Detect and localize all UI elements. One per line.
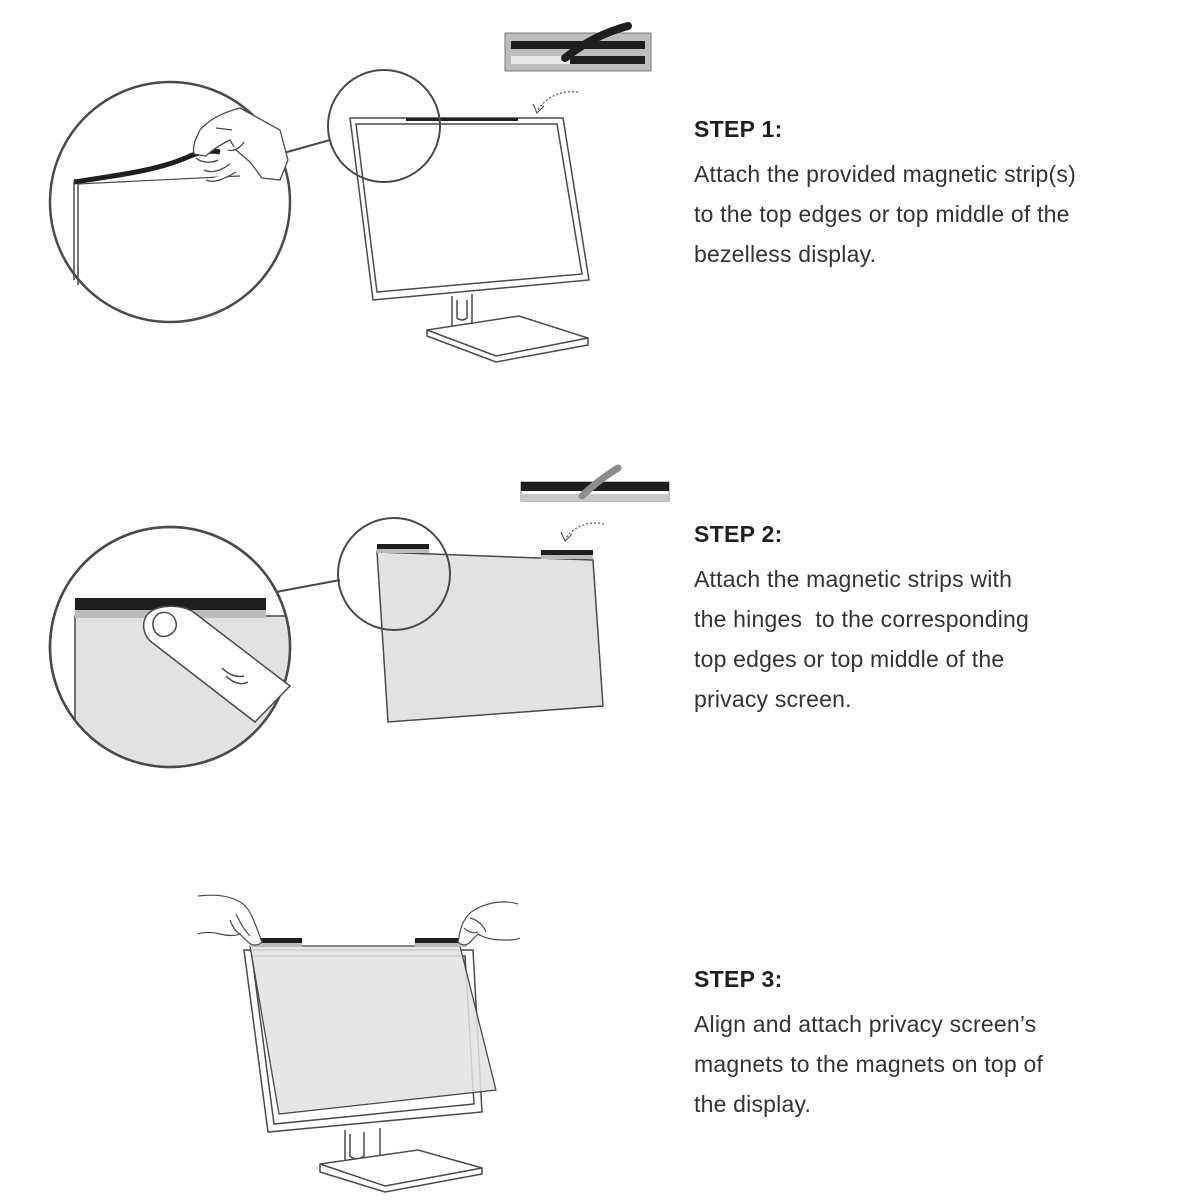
step-2-text bbox=[694, 519, 1164, 719]
step-3-text bbox=[694, 964, 1164, 1124]
step-2-line: privacy screen. bbox=[694, 686, 852, 712]
step-2-line: top edges or top middle of the bbox=[694, 646, 1005, 672]
step-2-illustration bbox=[0, 400, 680, 800]
monitor-drawing bbox=[350, 118, 589, 362]
step-3-illustration bbox=[0, 800, 680, 1200]
privacy-screen-drawing bbox=[250, 938, 496, 1114]
step-1-section bbox=[0, 0, 1200, 400]
step-2-line: the hinges to the corresponding bbox=[694, 606, 1030, 632]
step-3-line: magnets to the magnets on top of bbox=[694, 1051, 1044, 1077]
step-1-line: Attach the provided magnetic strip(s) bbox=[694, 161, 1076, 187]
privacy-screen-drawing bbox=[377, 544, 603, 722]
dotted-arrow-icon bbox=[561, 523, 604, 541]
step-1-text bbox=[694, 114, 1164, 274]
step-2-line: Attach the magnetic strips with bbox=[694, 566, 1013, 592]
step-3-title: STEP 3: bbox=[694, 966, 783, 992]
step-3-description bbox=[694, 1004, 1164, 1124]
magnetic-strip-badge bbox=[505, 26, 651, 71]
step-2-section bbox=[0, 400, 1200, 800]
step-1-line: bezelless display. bbox=[694, 241, 877, 267]
dotted-arrow-icon bbox=[533, 92, 578, 113]
step-1-title: STEP 1: bbox=[694, 116, 783, 142]
step-1-line: to the top edges or top middle of the bbox=[694, 201, 1070, 227]
right-hand-icon bbox=[458, 902, 520, 945]
step-2-title: STEP 2: bbox=[694, 521, 783, 547]
left-hand-icon bbox=[198, 895, 262, 945]
step-2-description bbox=[694, 559, 1164, 719]
step-3-section bbox=[0, 800, 1200, 1200]
step-1-illustration bbox=[0, 0, 680, 400]
step-3-line: the display. bbox=[694, 1091, 812, 1117]
step-1-description bbox=[694, 154, 1164, 274]
step-3-line: Align and attach privacy screen’s bbox=[694, 1011, 1037, 1037]
hinge-strip-badge bbox=[521, 468, 669, 501]
